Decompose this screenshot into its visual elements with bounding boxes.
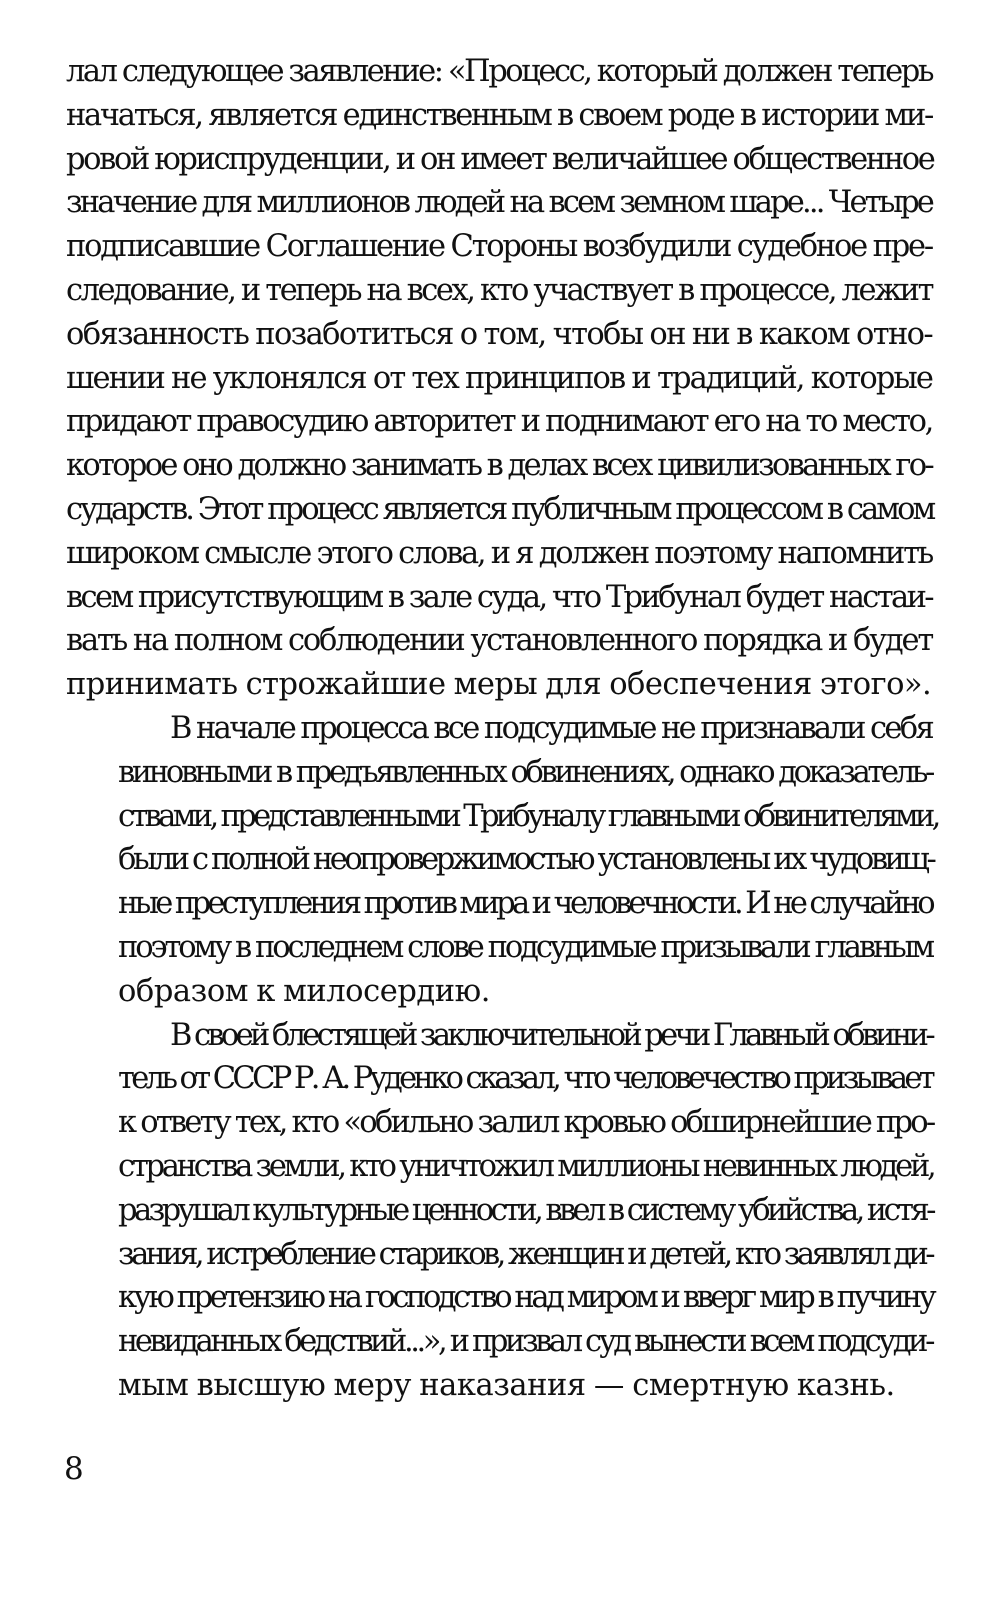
text-line: принимать строжайшие меры для обеспечения этого». — [66, 667, 932, 703]
text-line: сударств. Этот процесс является публичным процессом в самом — [66, 491, 934, 527]
page-body — [66, 50, 938, 1408]
text-line: ные преступления против мира и человечности. И не случайно — [118, 886, 932, 922]
text-line: значение для миллионов людей на всем земном шаре... Четыре — [66, 185, 932, 221]
text-line: виновными в предъявленных обвинениях, однако доказатель- — [118, 754, 932, 790]
text-line: невиданных бедствий...», и призвал суд вынести всем подсуди- — [118, 1324, 932, 1360]
text-line: странства земли, кто уничтожил миллионы невинных людей, — [118, 1148, 934, 1184]
text-line: В своей блестящей заключительной речи Главный обвини- — [170, 1017, 932, 1053]
text-line: тель от СССР Р. А. Руденко сказал, что человечество призывает — [118, 1061, 932, 1097]
text-line: В начале процесса все подсудимые не признавали себя — [170, 710, 932, 746]
text-line: всем присутствующим в зале суда, что Трибунал будет настаи- — [66, 579, 932, 615]
text-line: к ответу тех, кто «обильно залил кровью обширнейшие про- — [118, 1105, 934, 1141]
page-number: 8 — [64, 1451, 84, 1487]
text-line: образом к милосердию. — [118, 973, 490, 1009]
text-line: лал следующее заявление: «Процесс, который должен теперь — [66, 54, 932, 89]
text-line: шении не уклонялся от тех принципов и традиций, которые — [66, 360, 932, 396]
text-line: разрушал культурные ценности, ввел в систему убийства, истя- — [118, 1192, 933, 1228]
text-line: широком смысле этого слова, и я должен поэтому напомнить — [66, 535, 932, 571]
text-line: придают правосудию авторитет и поднимают его на то место, — [66, 404, 932, 440]
text-line: следование, и теперь на всех, кто участвует в процессе, лежит — [66, 272, 932, 308]
text-line: подписавшие Соглашение Стороны возбудили судебное пре- — [66, 229, 932, 265]
text-line: вать на полном соблюдении установленного порядка и будет — [66, 623, 932, 659]
text-line: ствами, представленными Трибуналу главными обвинителями, — [118, 798, 938, 834]
text-line: ровой юриспруденции, и он имеет величайшее общественное — [66, 141, 934, 177]
text-line: начаться, является единственным в своем роде в истории ми- — [66, 97, 932, 133]
text-line: которое оно должно занимать в делах всех цивилизованных го- — [66, 448, 932, 484]
paragraph-2 — [66, 707, 938, 1014]
text-line: обязанность позаботиться о том, чтобы он ни в каком отно- — [66, 316, 933, 352]
paragraph-1 — [66, 50, 932, 707]
text-line: кую претензию на господство над миром и вверг мир в пучину — [118, 1280, 934, 1316]
paragraph-3 — [66, 1014, 932, 1408]
text-line: были с полной неопровержимостью установлены их чудовищ- — [118, 842, 934, 878]
text-line: мым высшую меру наказания — смертную казнь. — [118, 1367, 895, 1403]
text-line: зания, истребление стариков, женщин и детей, кто заявлял ди- — [118, 1236, 932, 1272]
text-line: поэтому в последнем слове подсудимые призывали главным — [118, 929, 932, 965]
